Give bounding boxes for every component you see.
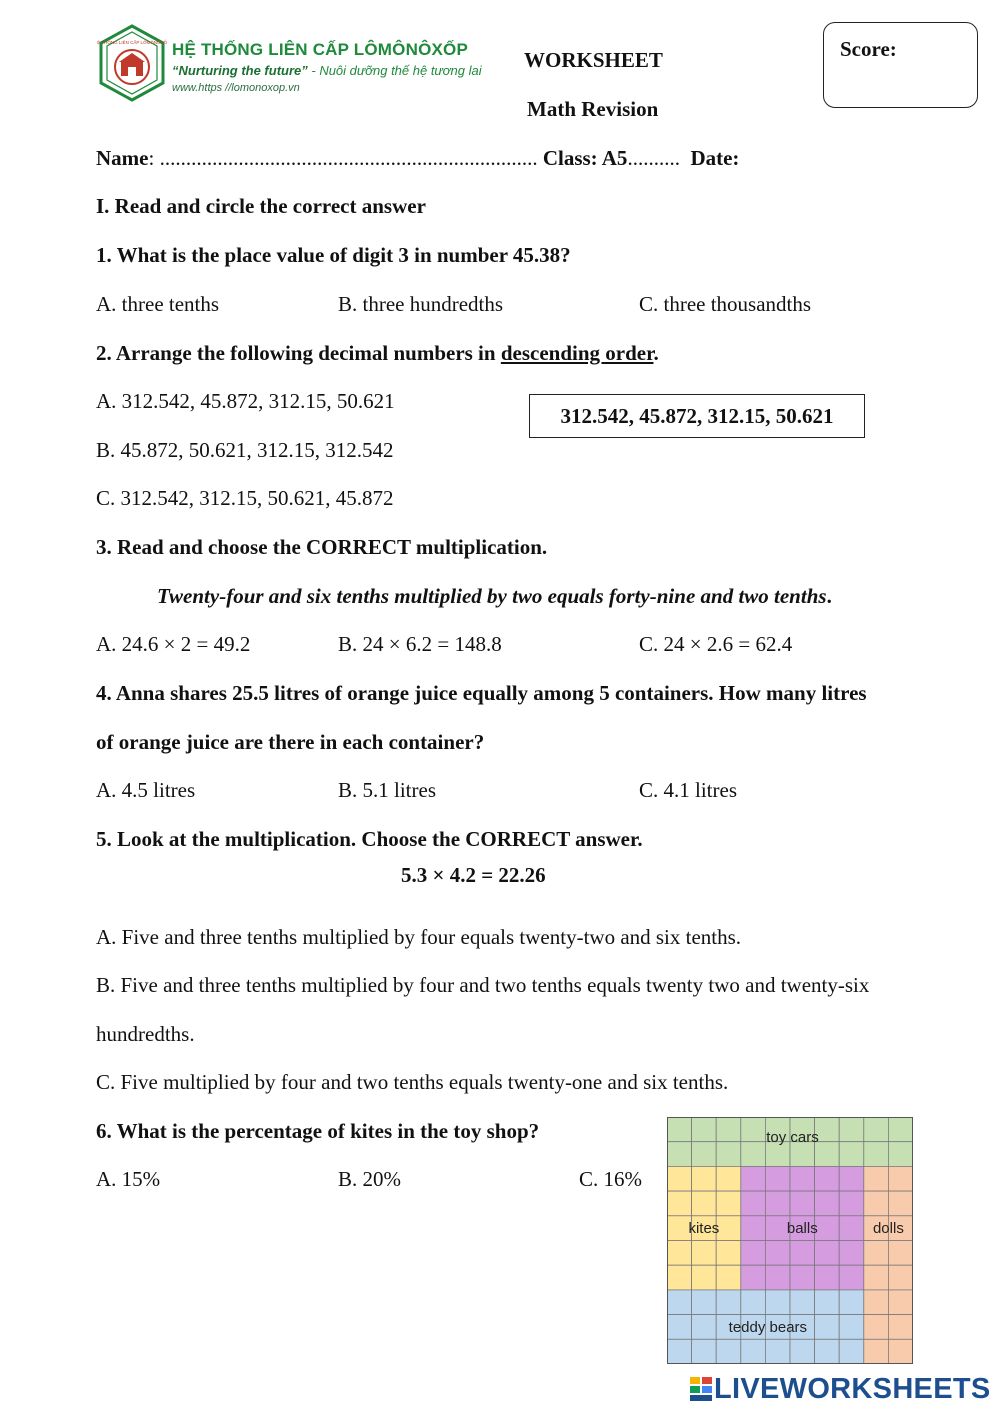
- grid-cell-toy-cars: [667, 1142, 692, 1167]
- q4-question-line1: 4. Anna shares 25.5 litres of orange juice equally among 5 containers. How many litres: [96, 681, 867, 705]
- q5-option-b-continued[interactable]: hundredths.: [96, 1022, 195, 1046]
- grid-cell-dolls: [888, 1166, 913, 1191]
- grid-label-dolls: dolls: [872, 1220, 904, 1238]
- q5-equation: 5.3 × 4.2 = 22.26: [401, 863, 546, 887]
- score-label: Score:: [840, 37, 897, 61]
- grid-cell-dolls: [864, 1315, 889, 1340]
- q1-question: 1. What is the place value of digit 3 in number 45.38?: [96, 243, 571, 267]
- grid-cell-teddy-bears: [790, 1339, 815, 1364]
- grid-cell-balls: [790, 1191, 815, 1216]
- grid-cell-balls: [790, 1166, 815, 1191]
- grid-cell-toy-cars: [667, 1117, 692, 1142]
- grid-cell-balls: [815, 1265, 840, 1290]
- q5-option-b[interactable]: B. Five and three tenths multiplied by four and two tenths equals twenty two and twenty-six: [96, 973, 870, 997]
- grid-cell-kites: [667, 1265, 692, 1290]
- liveworksheets-logo: [690, 1372, 991, 1406]
- grid-cell-toy-cars: [864, 1117, 889, 1142]
- grid-cell-kites: [716, 1166, 741, 1191]
- school-logo-badge: [97, 24, 167, 102]
- score-box[interactable]: [823, 22, 978, 108]
- grid-cell-toy-cars: [888, 1117, 913, 1142]
- q3-option-c[interactable]: C. 24 × 2.6 = 62.4: [639, 632, 793, 656]
- grid-cell-toy-cars: [839, 1142, 864, 1167]
- grid-cell-balls: [839, 1191, 864, 1216]
- grid-cell-balls: [741, 1166, 766, 1191]
- school-name: HỆ THỐNG LIÊN CẤP LÔMÔNÔXỐP: [172, 40, 468, 59]
- q2-question: 2. Arrange the following decimal numbers in descending order.: [96, 341, 659, 365]
- grid-cell-balls: [741, 1216, 766, 1241]
- grid-cell-balls: [839, 1265, 864, 1290]
- date-label: Date:: [690, 146, 740, 170]
- grid-cell-dolls: [864, 1191, 889, 1216]
- class-field[interactable]: ..........: [627, 146, 680, 170]
- q5-question: 5. Look at the multiplication. Choose the CORRECT answer.: [96, 827, 643, 851]
- grid-cell-balls: [815, 1216, 840, 1241]
- grid-cell-balls: [765, 1265, 790, 1290]
- grid-label-toy-cars: toy cars: [766, 1128, 819, 1146]
- grid-cell-teddy-bears: [839, 1290, 864, 1315]
- grid-cell-kites: [692, 1166, 717, 1191]
- grid-label-teddy-bears: teddy bears: [728, 1318, 808, 1336]
- name-label: Name: [96, 146, 149, 170]
- grid-label-balls: balls: [786, 1220, 818, 1238]
- q2-option-a[interactable]: A. 312.542, 45.872, 312.15, 50.621: [96, 389, 395, 413]
- q3-question: 3. Read and choose the CORRECT multiplication.: [96, 535, 548, 559]
- worksheet-title: WORKSHEET: [524, 48, 663, 72]
- q1-option-b[interactable]: B. three hundredths: [338, 292, 504, 316]
- grid-cell-kites: [716, 1265, 741, 1290]
- grid-cell-teddy-bears: [741, 1339, 766, 1364]
- grid-cell-balls: [839, 1241, 864, 1266]
- grid-cell-kites: [692, 1265, 717, 1290]
- grid-cell-teddy-bears: [741, 1290, 766, 1315]
- q5-option-a[interactable]: A. Five and three tenths multiplied by four equals twenty-two and six tenths.: [96, 925, 742, 949]
- grid-cell-dolls: [888, 1241, 913, 1266]
- grid-cell-balls: [765, 1241, 790, 1266]
- grid-cell-teddy-bears: [692, 1290, 717, 1315]
- grid-cell-toy-cars: [692, 1117, 717, 1142]
- grid-cell-teddy-bears: [839, 1339, 864, 1364]
- grid-cell-kites: [692, 1241, 717, 1266]
- grid-cell-toy-cars: [741, 1142, 766, 1167]
- grid-cell-teddy-bears: [790, 1290, 815, 1315]
- worksheet-subtitle: Math Revision: [527, 97, 659, 121]
- info-line: [96, 145, 739, 171]
- grid-cell-teddy-bears: [839, 1315, 864, 1340]
- grid-cell-teddy-bears: [815, 1290, 840, 1315]
- q1-option-a[interactable]: A. three tenths: [96, 292, 220, 316]
- grid-cell-teddy-bears: [667, 1290, 692, 1315]
- grid-cell-toy-cars: [741, 1117, 766, 1142]
- grid-cell-teddy-bears: [667, 1339, 692, 1364]
- q3-sentence: Twenty-four and six tenths multiplied by two equals forty-nine and two tenths.: [157, 584, 832, 608]
- q2-numbers: 312.542, 45.872, 312.15, 50.621: [560, 404, 834, 428]
- grid-cell-toy-cars: [839, 1117, 864, 1142]
- liveworksheets-brand: LIVEWORKSHEETS: [714, 1372, 991, 1405]
- grid-cell-kites: [716, 1241, 741, 1266]
- grid-cell-toy-cars: [692, 1142, 717, 1167]
- grid-cell-kites: [667, 1191, 692, 1216]
- q1-option-c[interactable]: C. three thousandths: [639, 292, 812, 316]
- grid-cell-balls: [815, 1241, 840, 1266]
- q2-numbers-box: [529, 394, 865, 438]
- school-slogan: “Nurturing the future” - Nuôi dưỡng thế hệ tương lai: [172, 63, 482, 78]
- q4-option-b[interactable]: B. 5.1 litres: [338, 778, 436, 802]
- grid-cell-kites: [716, 1191, 741, 1216]
- grid-cell-teddy-bears: [815, 1315, 840, 1340]
- grid-cell-toy-cars: [716, 1142, 741, 1167]
- liveworksheets-icon: [690, 1377, 712, 1401]
- q6-option-a[interactable]: A. 15%: [96, 1167, 161, 1191]
- q4-option-a[interactable]: A. 4.5 litres: [96, 778, 196, 802]
- grid-cell-kites: [716, 1216, 741, 1241]
- grid-cell-kites: [667, 1166, 692, 1191]
- toy-shop-grid-chart: [667, 1117, 913, 1364]
- grid-cell-balls: [839, 1166, 864, 1191]
- grid-cell-balls: [765, 1191, 790, 1216]
- grid-cell-dolls: [864, 1241, 889, 1266]
- grid-cell-balls: [815, 1166, 840, 1191]
- q6-option-c[interactable]: C. 16%: [579, 1167, 642, 1191]
- grid-label-kites: kites: [688, 1220, 720, 1238]
- grid-cell-teddy-bears: [765, 1339, 790, 1364]
- school-website: www.https //lomonoxop.vn: [172, 82, 300, 94]
- q2-option-b[interactable]: B. 45.872, 50.621, 312.15, 312.542: [96, 438, 394, 462]
- grid-cell-balls: [839, 1216, 864, 1241]
- grid-cell-dolls: [888, 1265, 913, 1290]
- name-field[interactable]: : ........................................................................: [148, 146, 538, 170]
- grid-cell-dolls: [888, 1315, 913, 1340]
- q6-question: 6. What is the percentage of kites in the toy shop?: [96, 1119, 540, 1143]
- grid-cell-balls: [815, 1191, 840, 1216]
- grid-cell-toy-cars: [864, 1142, 889, 1167]
- q3-option-b[interactable]: B. 24 × 6.2 = 148.8: [338, 632, 502, 656]
- grid-cell-balls: [741, 1265, 766, 1290]
- grid-cell-teddy-bears: [765, 1290, 790, 1315]
- grid-cell-teddy-bears: [716, 1339, 741, 1364]
- class-label: Class: A5: [542, 146, 628, 170]
- grid-cell-teddy-bears: [692, 1339, 717, 1364]
- grid-cell-balls: [741, 1241, 766, 1266]
- grid-cell-teddy-bears: [716, 1290, 741, 1315]
- grid-cell-toy-cars: [716, 1117, 741, 1142]
- grid-cell-toy-cars: [888, 1142, 913, 1167]
- grid-cell-dolls: [864, 1166, 889, 1191]
- q6-option-b[interactable]: B. 20%: [338, 1167, 401, 1191]
- q4-option-c[interactable]: C. 4.1 litres: [639, 778, 737, 802]
- grid-cell-dolls: [888, 1290, 913, 1315]
- grid-cell-kites: [692, 1191, 717, 1216]
- grid-cell-teddy-bears: [667, 1315, 692, 1340]
- grid-cell-balls: [790, 1265, 815, 1290]
- grid-cell-balls: [790, 1241, 815, 1266]
- grid-cell-teddy-bears: [692, 1315, 717, 1340]
- q5-option-c[interactable]: C. Five multiplied by four and two tenths equals twenty-one and six tenths.: [96, 1070, 729, 1094]
- q2-option-c[interactable]: C. 312.542, 312.15, 50.621, 45.872: [96, 486, 394, 510]
- q3-option-a[interactable]: A. 24.6 × 2 = 49.2: [96, 632, 251, 656]
- grid-cell-balls: [741, 1191, 766, 1216]
- grid-cell-dolls: [864, 1290, 889, 1315]
- svg-text:HỆ THỐNG LIÊN CẤP LÔMÔNÔXỐP: HỆ THỐNG LIÊN CẤP LÔMÔNÔXỐP: [97, 40, 167, 45]
- grid-cell-dolls: [864, 1339, 889, 1364]
- grid-cell-kites: [667, 1241, 692, 1266]
- grid-cell-dolls: [864, 1265, 889, 1290]
- q4-question-line2: of orange juice are there in each container?: [96, 730, 485, 754]
- grid-cell-dolls: [888, 1339, 913, 1364]
- grid-cell-teddy-bears: [815, 1339, 840, 1364]
- grid-cell-balls: [765, 1166, 790, 1191]
- grid-cell-dolls: [888, 1191, 913, 1216]
- section-title: I. Read and circle the correct answer: [96, 194, 426, 218]
